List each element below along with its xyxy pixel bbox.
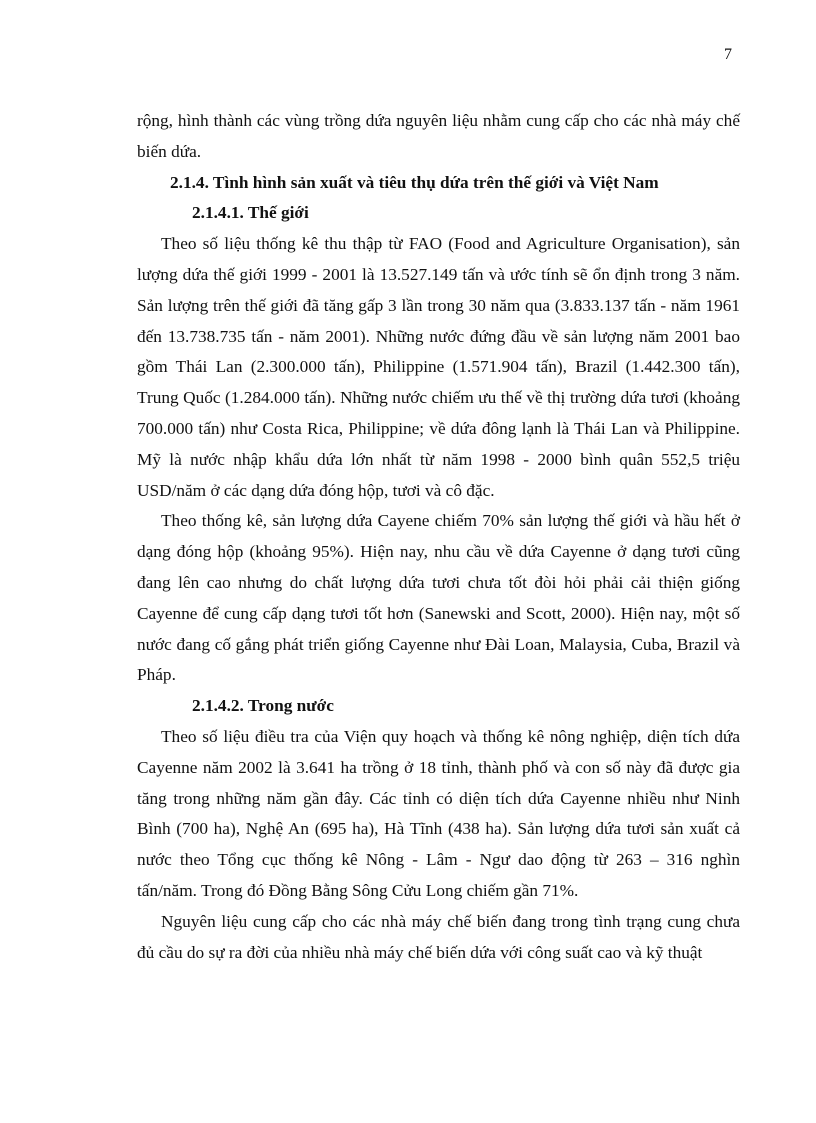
intro-paragraph: rộng, hình thành các vùng trồng dứa nguyên liệu nhằm cung cấp cho các nhà máy chế biến dứa.: [137, 111, 740, 161]
world-paragraph-2: Theo thống kê, sản lượng dứa Cayene chiếm 70% sản lượng thế giới và hầu hết ở dạng đóng hộp (khoảng 95%). Hiện nay, nhu cầu về dứa Cayenne ở dạng tươi cũng đang lên cao nhưng do chất lượng dứa tươi chưa tốt đòi hỏi phải cải thiện giống Cayenne để cung cấp dạng tươi tốt hơn (Sanewski and Scott, 2000). Hiện nay, một số nước đang cố gắng phát triển giống Cayenne như Đài Loan, Malaysia, Cuba, Brazil và Pháp.: [137, 511, 740, 685]
page-number: 7: [724, 46, 732, 63]
domestic-paragraph-1: Theo số liệu điều tra của Viện quy hoạch và thống kê nông nghiệp, diện tích dứa Cayenne năm 2002 là 3.641 ha trồng ở 18 tỉnh, thành phố và con số này đã được gia tăng trong những năm gần đây. Các tỉnh có diện tích dứa Cayenne nhiều như Ninh Bình (700 ha), Nghệ An (695 ha), Hà Tĩnh (438 ha). Sản lượng dứa tươi sản xuất cả nước theo Tổng cục thống kê Nông - Lâm - Ngư dao động từ 263 – 316 nghìn tấn/năm. Trong đó Đồng Bằng Sông Cửu Long chiếm gần 71%.: [137, 726, 740, 900]
domestic-paragraph-2: Nguyên liệu cung cấp cho các nhà máy chế biến đang trong tình trạng cung chưa đủ cầu do sự ra đời của nhiều nhà máy chế biến dứa với công suất cao và kỹ thuật: [137, 911, 740, 962]
subsection-heading-domestic: 2.1.4.2. Trong nước: [192, 696, 334, 716]
subsection-heading-world: 2.1.4.1. Thế giới: [192, 203, 309, 223]
world-paragraph-1: Theo số liệu thống kê thu thập từ FAO (Food and Agriculture Organisation), sản lượng dứa thế giới 1999 - 2001 là 13.527.149 tấn và ước tính sẽ ổn định trong 3 năm. Sản lượng trên thế giới đã tăng gấp 3 lần trong 30 năm qua (3.833.137 tấn - năm 1961 đến 13.738.735 tấn - năm 2001). Những nước đứng đầu về sản lượng năm 2001 bao gồm Thái Lan (2.300.000 tấn), Philippine (1.571.904 tấn), Brazil (1.442.300 tấn), Trung Quốc (1.284.000 tấn). Những nước chiếm ưu thế về thị trường dứa tươi (khoảng 700.000 tấn) như Costa Rica, Philippine; về dứa đông lạnh là Thái Lan và Philippine. Mỹ là nước nhập khẩu dứa lớn nhất từ năm 1998 - 2000 bình quân 552,5 triệu USD/năm ở các dạng dứa đóng hộp, tươi và cô đặc.: [137, 234, 740, 500]
document-body: [137, 106, 740, 968]
section-heading: 2.1.4. Tình hình sản xuất và tiêu thụ dứa trên thế giới và Việt Nam: [170, 172, 659, 192]
